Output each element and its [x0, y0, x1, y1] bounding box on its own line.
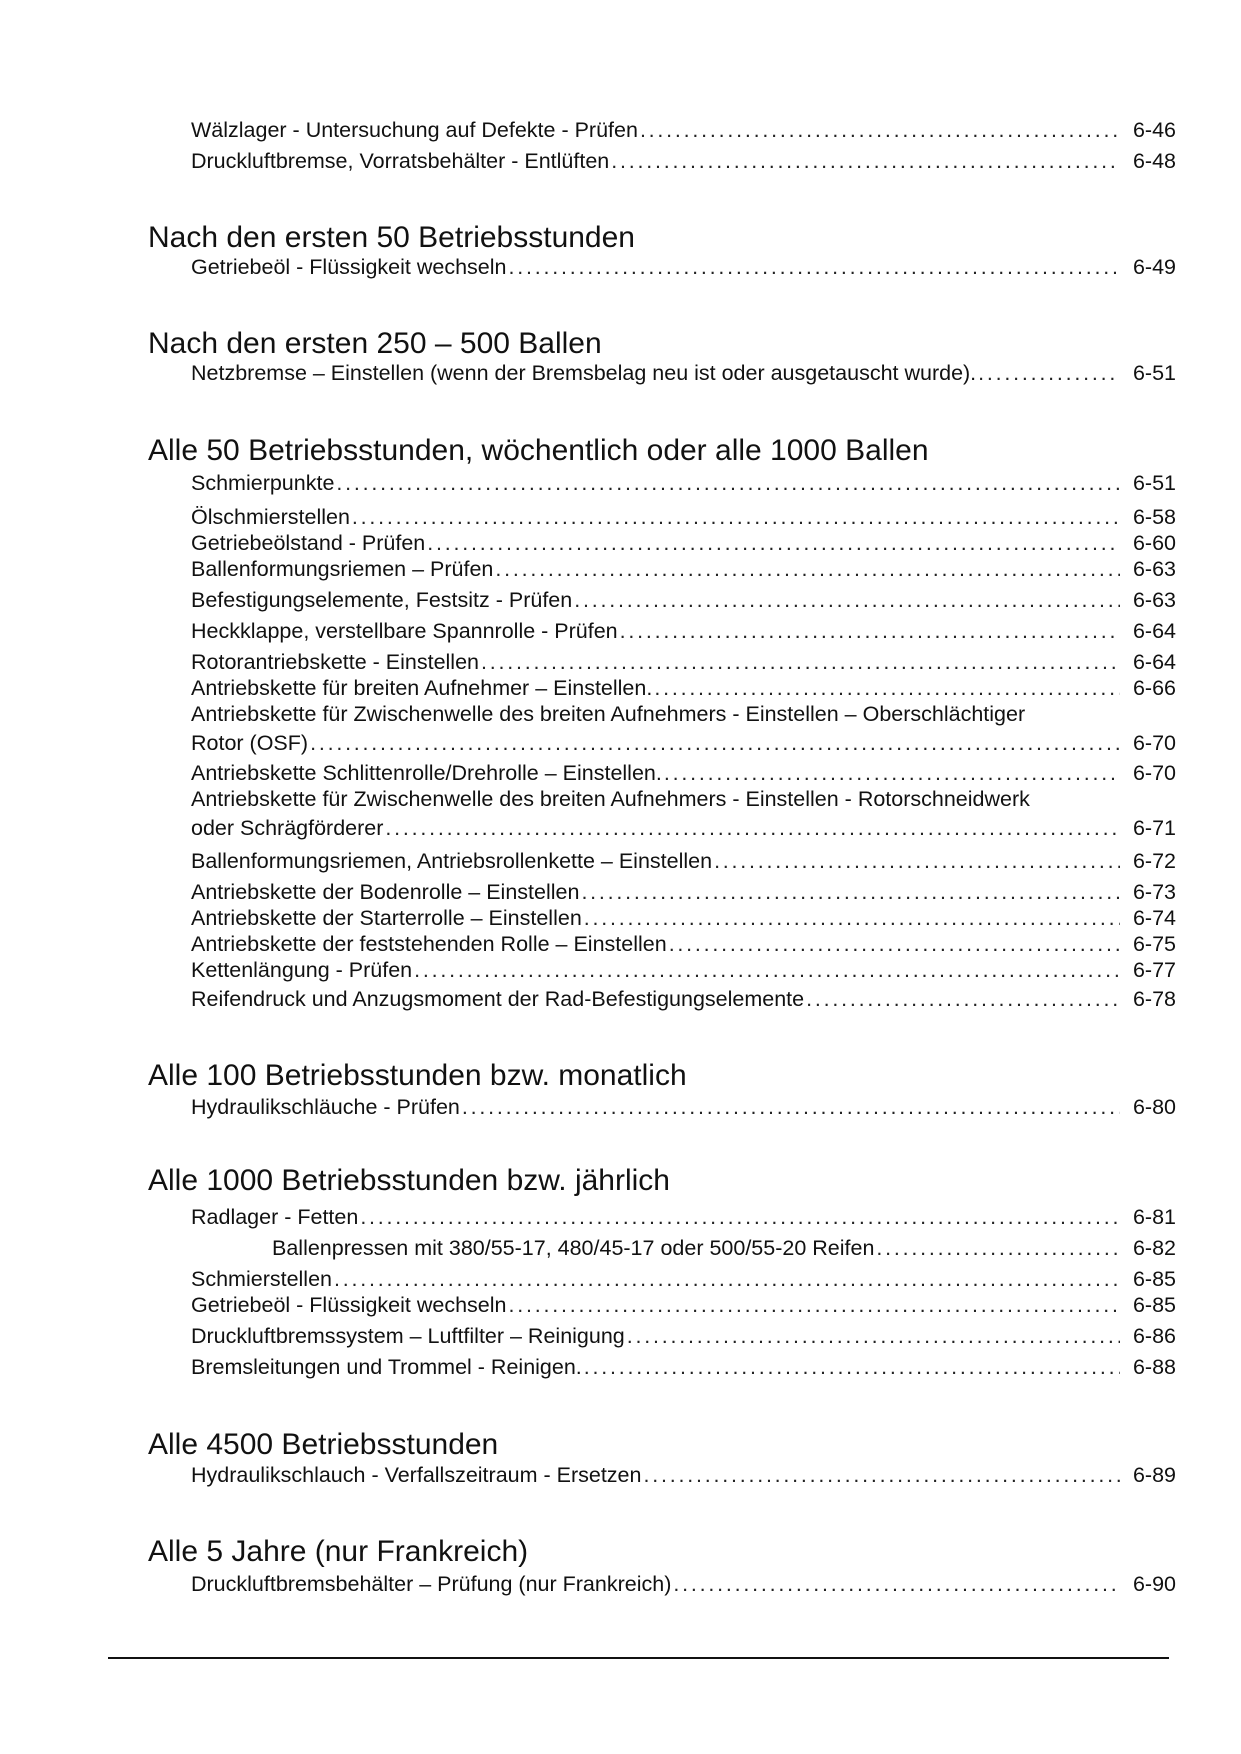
- toc-entry-page: 6-70: [1132, 761, 1176, 785]
- toc-entry[interactable]: [191, 649, 1176, 675]
- toc-entry-page: 6-64: [1132, 619, 1176, 643]
- dot-leader: [385, 815, 1120, 841]
- toc-entry-page: 6-51: [1132, 361, 1176, 385]
- dot-leader: [360, 1204, 1120, 1230]
- toc-entry-title: oder Schrägförderer: [191, 816, 384, 840]
- toc-entry-page: 6-60: [1132, 531, 1176, 555]
- toc-entry-title: Antriebskette der Bodenrolle – Einstellen: [191, 880, 580, 904]
- toc-entry-page: 6-85: [1132, 1267, 1176, 1291]
- dot-leader: [352, 504, 1120, 530]
- toc-entry-page: 6-70: [1132, 731, 1176, 755]
- toc-entry[interactable]: [191, 148, 1176, 174]
- toc-entry[interactable]: [191, 786, 1176, 841]
- dot-leader: [673, 1571, 1120, 1597]
- dot-leader: [574, 587, 1120, 613]
- toc-entry-page: 6-81: [1132, 1205, 1176, 1229]
- dot-leader: [620, 618, 1120, 644]
- toc-entry[interactable]: [191, 1266, 1176, 1292]
- dot-leader: [508, 254, 1120, 280]
- toc-entry[interactable]: [191, 530, 1176, 556]
- toc-entry-page: 6-49: [1132, 255, 1176, 279]
- toc-entry[interactable]: [191, 1094, 1176, 1120]
- toc-entry[interactable]: [191, 618, 1176, 644]
- toc-entry-title: Hydraulikschläuche - Prüfen: [191, 1095, 460, 1119]
- dot-leader: [654, 675, 1120, 701]
- toc-entry-title: Antriebskette der Starterrolle – Einstellen: [191, 906, 582, 930]
- toc-entry[interactable]: [191, 1571, 1176, 1597]
- toc-entry[interactable]: [272, 1235, 1176, 1261]
- toc-entry[interactable]: [191, 879, 1176, 905]
- toc-entry-title: Heckklappe, verstellbare Spannrolle - Prüfen: [191, 619, 618, 643]
- toc-entry-title: Befestigungselemente, Festsitz - Prüfen: [191, 588, 573, 612]
- toc-entry-title: Hydraulikschlauch - Verfallszeitraum - Ersetzen: [191, 1463, 642, 1487]
- toc-entry-page: 6-48: [1132, 149, 1176, 173]
- toc-entry-title: Getriebeöl - Flüssigkeit wechseln: [191, 255, 507, 279]
- toc-entry[interactable]: [191, 360, 1176, 386]
- toc-entry-page: 6-80: [1132, 1095, 1176, 1119]
- dot-leader: [310, 730, 1120, 756]
- toc-entry[interactable]: [191, 675, 1176, 701]
- toc-entry-title: Reifendruck und Anzugsmoment der Rad-Befestigungselemente: [191, 987, 805, 1011]
- toc-entry-title: Netzbremse – Einstellen (wenn der Bremsbelag neu ist oder ausgetauscht wurde).: [191, 361, 977, 385]
- dot-leader: [876, 1235, 1120, 1261]
- toc-entry-page: 6-73: [1132, 880, 1176, 904]
- toc-entry-title: Getriebeölstand - Prüfen: [191, 531, 426, 555]
- toc-entry-title: Druckluftbremse, Vorratsbehälter - Entlüften: [191, 149, 610, 173]
- toc-entry-title: Getriebeöl - Flüssigkeit wechseln: [191, 1293, 507, 1317]
- toc-entry[interactable]: [191, 931, 1176, 957]
- toc-entry-title: Ölschmierstellen: [191, 505, 350, 529]
- toc-entry-page: 6-90: [1132, 1572, 1176, 1596]
- toc-entry[interactable]: [191, 986, 1176, 1012]
- toc-entry-title: Schmierstellen: [191, 1267, 332, 1291]
- dot-leader: [462, 1094, 1120, 1120]
- toc-entry-page: 6-72: [1132, 849, 1176, 873]
- dot-leader: [495, 556, 1120, 582]
- dot-leader: [427, 530, 1120, 556]
- dot-leader: [414, 957, 1120, 983]
- toc-entry-title: Bremsleitungen und Trommel - Reinigen.: [191, 1355, 582, 1379]
- toc-entry[interactable]: [191, 1204, 1176, 1230]
- dot-leader: [627, 1323, 1120, 1349]
- toc-entry-page: 6-66: [1132, 676, 1176, 700]
- toc-entry-page: 6-85: [1132, 1293, 1176, 1317]
- toc-entry-title-line: Antriebskette für Zwischenwelle des breiten Aufnehmers - Einstellen - Rotorschneidwerk: [191, 787, 1030, 811]
- toc-entry[interactable]: [191, 905, 1176, 931]
- dot-leader: [611, 148, 1120, 174]
- toc-entry-title: Ballenpressen mit 380/55-17, 480/45-17 oder 500/55-20 Reifen: [272, 1236, 875, 1260]
- toc-entry-page: 6-63: [1132, 557, 1176, 581]
- toc-entry[interactable]: [191, 504, 1176, 530]
- toc-entry-title: Rotorantriebskette - Einstellen: [191, 650, 480, 674]
- dot-leader: [584, 1354, 1120, 1380]
- section-heading: Nach den ersten 250 – 500 Ballen: [148, 327, 602, 360]
- dot-leader: [584, 905, 1120, 931]
- toc-entry[interactable]: [191, 1354, 1176, 1380]
- toc-entry[interactable]: [191, 760, 1176, 786]
- toc-entry-title: Antriebskette für breiten Aufnehmer – Einstellen.: [191, 676, 653, 700]
- toc-entry[interactable]: [191, 556, 1176, 582]
- dot-leader: [481, 649, 1120, 675]
- section-heading: Alle 1000 Betriebsstunden bzw. jährlich: [148, 1164, 670, 1197]
- dot-leader: [508, 1292, 1120, 1318]
- toc-entry-title: Radlager - Fetten: [191, 1205, 359, 1229]
- toc-entry-page: 6-63: [1132, 588, 1176, 612]
- toc-entry-title: Druckluftbremssystem – Luftfilter – Reinigung: [191, 1324, 625, 1348]
- toc-entry-page: 6-78: [1132, 987, 1176, 1011]
- section-heading: Nach den ersten 50 Betriebsstunden: [148, 221, 635, 254]
- toc-entry[interactable]: [191, 957, 1176, 983]
- toc-entry-title: Antriebskette Schlittenrolle/Drehrolle – Einstellen.: [191, 761, 662, 785]
- toc-entry-title: Rotor (OSF): [191, 731, 309, 755]
- toc-entry[interactable]: [191, 701, 1176, 756]
- dot-leader: [334, 1266, 1120, 1292]
- toc-entry-title: Ballenformungsriemen, Antriebsrollenkette – Einstellen: [191, 849, 713, 873]
- dot-leader: [669, 931, 1120, 957]
- toc-entry-page: 6-77: [1132, 958, 1176, 982]
- section-heading: Alle 5 Jahre (nur Frankreich): [148, 1535, 529, 1568]
- toc-entry[interactable]: [191, 470, 1176, 496]
- toc-entry-title: Druckluftbremsbehälter – Prüfung (nur Frankreich): [191, 1572, 672, 1596]
- toc-entry-page: 6-75: [1132, 932, 1176, 956]
- toc-entry-title: Wälzlager - Untersuchung auf Defekte - Prüfen: [191, 118, 638, 142]
- toc-entry-page: 6-82: [1132, 1236, 1176, 1260]
- toc-entry-page: 6-51: [1132, 471, 1176, 495]
- toc-entry-page: 6-64: [1132, 650, 1176, 674]
- dot-leader: [714, 848, 1120, 874]
- toc-entry[interactable]: [191, 254, 1176, 280]
- toc-entry[interactable]: [191, 1462, 1176, 1488]
- toc-entry-page: 6-88: [1132, 1355, 1176, 1379]
- toc-entry-title: Schmierpunkte: [191, 471, 335, 495]
- dot-leader: [643, 1462, 1120, 1488]
- dot-leader: [978, 360, 1120, 386]
- toc-entry[interactable]: [191, 848, 1176, 874]
- toc-entry-page: 6-89: [1132, 1463, 1176, 1487]
- toc-entry-title: Kettenlängung - Prüfen: [191, 958, 413, 982]
- toc-entry-page: 6-46: [1132, 118, 1176, 142]
- dot-leader: [640, 117, 1120, 143]
- toc-entry[interactable]: [191, 1323, 1176, 1349]
- toc-entry-page: 6-86: [1132, 1324, 1176, 1348]
- toc-entry-page: 6-58: [1132, 505, 1176, 529]
- toc-entry[interactable]: [191, 117, 1176, 143]
- section-heading: Alle 50 Betriebsstunden, wöchentlich oder alle 1000 Ballen: [148, 434, 929, 467]
- dot-leader: [664, 760, 1120, 786]
- toc-entry-title: Ballenformungsriemen – Prüfen: [191, 557, 494, 581]
- toc-entry[interactable]: [191, 1292, 1176, 1318]
- footer-rule: [108, 1657, 1169, 1659]
- dot-leader: [581, 879, 1120, 905]
- toc-entry-title-line: Antriebskette für Zwischenwelle des breiten Aufnehmers - Einstellen – Oberschlächtiger: [191, 702, 1026, 726]
- toc-entry-title: Antriebskette der feststehenden Rolle – Einstellen: [191, 932, 667, 956]
- section-heading: Alle 4500 Betriebsstunden: [148, 1428, 499, 1461]
- section-heading: Alle 100 Betriebsstunden bzw. monatlich: [148, 1059, 687, 1092]
- dot-leader: [336, 470, 1120, 496]
- toc-entry[interactable]: [191, 587, 1176, 613]
- toc-entry-page: 6-74: [1132, 906, 1176, 930]
- dot-leader: [806, 986, 1120, 1012]
- toc-entry-page: 6-71: [1132, 816, 1176, 840]
